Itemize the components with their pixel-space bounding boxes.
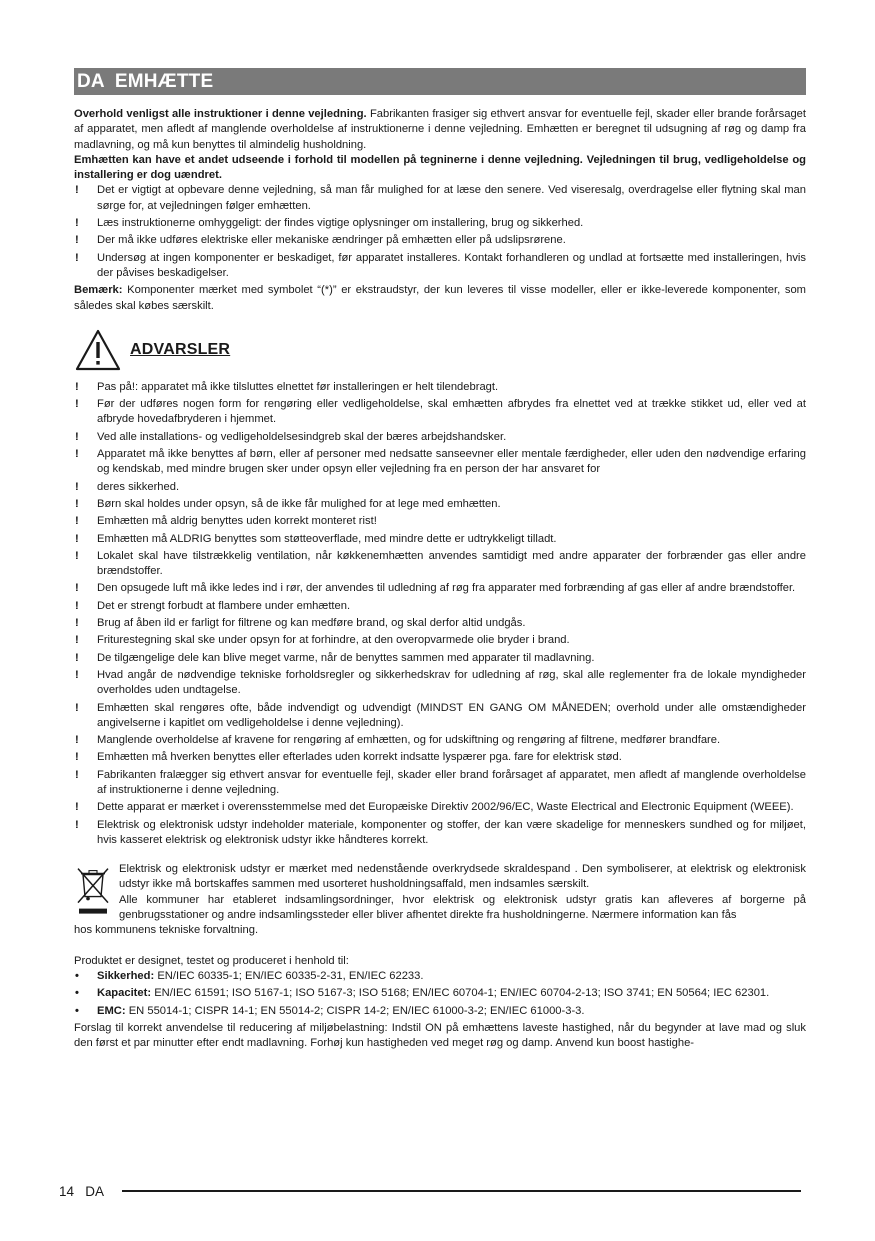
list-item: ! Lokalet skal have tilstrækkelig ventilation, når køkkenemhætten anvendes samtidigt med andre apparater der forbrænder gas eller andre brændstoffer.	[74, 549, 806, 580]
weee-block	[74, 862, 806, 923]
weee-paragraph-1: Elektrisk og elektronisk udstyr er mærket med nedenstående overkrydsede skraldespand . Den symboliserer, at elektrisk og elektronisk udstyr ikke må bortskaffes sammen med usorteret husholdningsaffald, men indsamles særskilt.	[119, 863, 806, 891]
intro-text: Fabrikanten frasiger sig ethvert ansvar for eventuelle fejl, skader eller brande forårsaget af apparatet, men afledt af manglende overholdelse af instruktionerne i denne vejledning. Emhætten er beregnet til udsugning af røg og damp fra madlavning, og må kun benyttes til almindelig husholdning.	[74, 108, 806, 151]
list-item: ! Der må ikke udføres elektriske eller mekaniske ændringer på emhætten eller på udslipsrørene.	[74, 233, 806, 248]
list-item: ! Apparatet må ikke benyttes af børn, eller af personer med nedsatte sanseevner eller mentale færdigheder, eller uden den nødvendige erfaring og kendskab, med mindre brugen sker under opsyn eller vejledning fra en person der har ansvaret for	[74, 447, 806, 478]
intro-bold: Overhold venligst alle instruktioner i denne vejledning.	[74, 108, 367, 120]
list-item: ! Emhætten må hverken benyttes eller efterlades uden korrekt indsatte lyspærer pga. fare for elektrisk stød.	[74, 750, 806, 765]
intro-list	[74, 183, 806, 281]
list-item	[74, 986, 806, 1001]
list-item: ! Dette apparat er mærket i overensstemmelse med det Europæiske Direktiv 2002/96/EC, Waste Electrical and Electronic Equipment (WEEE).	[74, 800, 806, 815]
list-item: ! Det er strengt forbudt at flambere under emhætten.	[74, 599, 806, 614]
crossed-bin-icon	[74, 862, 112, 923]
compliance-text: EN/IEC 60335-1; EN/IEC 60335-2-31, EN/IEC 62233.	[154, 969, 424, 982]
list-item: ! Undersøg at ingen komponenter er beskadiget, før apparatet installeres. Kontakt forhandleren og undlad at fortsætte med installeringen, hvis der påvises beskadigelser.	[74, 251, 806, 282]
weee-paragraph-3: hos kommunens tekniske forvaltning.	[74, 924, 259, 937]
list-item	[74, 969, 806, 984]
compliance-text: EN/IEC 61591; ISO 5167-1; ISO 5167-3; ISO 5168; EN/IEC 60704-1; EN/IEC 60704-2-13; ISO 3741; EN 50564; IEC 62301.	[151, 987, 770, 1000]
intro-appearance-note	[74, 153, 806, 184]
page-number	[59, 1184, 104, 1199]
page-lang: DA	[85, 1183, 105, 1199]
note-paragraph	[74, 283, 806, 314]
list-item: ! Det er vigtigt at opbevare denne vejledning, så man får mulighed for at læse den senere. Ved viseresalg, overdragelse eller flytning skal man sørge for, at vejledningen følger emhætten.	[74, 183, 806, 214]
compliance-label: Kapacitet:	[97, 987, 152, 1000]
compliance-intro: Produktet er designet, testet og produceret i henhold til:	[74, 954, 349, 967]
list-item: ! Ved alle installations- og vedligeholdelsesindgreb skal der bæres arbejdshandsker.	[74, 430, 806, 445]
list-item: ! deres sikkerhed.	[74, 480, 806, 495]
list-item: ! Emhætten må aldrig benyttes uden korrekt monteret rist!	[74, 514, 806, 529]
section-header	[74, 68, 806, 95]
header-title: EMHÆTTE	[114, 71, 214, 92]
intro-paragraph	[74, 107, 806, 153]
list-item: ! Emhætten skal rengøres ofte, både indvendigt og udvendigt (MINDST EN GANG OM MÅNEDEN; overhold under alle omstændigheder angivelserne i kapitlet om vedligeholdelse i denne vejledning).	[74, 701, 806, 732]
list-item: ! Pas på!: apparatet må ikke tilsluttes elnettet før installeringen er helt tilendebragt.	[74, 380, 806, 395]
list-item: ! Emhætten må ALDRIG benyttes som støtteoverflade, med mindre dette er udtrykkeligt tilladt.	[74, 532, 806, 547]
list-item: ! Den opsugede luft må ikke ledes ind i rør, der anvendes til udledning af røg fra apparater med forbrænding af gas eller af andre brændstoffer.	[74, 581, 806, 596]
weee-text	[119, 862, 806, 923]
compliance-closing: Forslag til korrekt anvendelse til reducering af miljøbelastning: Indstil ON på emhættens laveste hastighed, når du begynder at lave mad og sluk den først et par minutter efter endt madlavning. Forhøj kun hastigheden ved meget røg og damp. Anvend kun boost hastighe-	[74, 1021, 806, 1050]
list-item: ! Manglende overholdelse af kravene for rengøring af emhætten, og for udskiftning og rengøring af filtrene, medfører brandfare.	[74, 733, 806, 748]
list-item	[74, 1004, 806, 1019]
page-number-value: 14	[59, 1183, 75, 1199]
list-item: ! Elektrisk og elektronisk udstyr indeholder materiale, komponenter og stoffer, der kan være skadelige for menneskers sundhed og for miljøet, hvis kasseret elektrisk og elektronisk udstyr ikke håndteres korrekt.	[74, 818, 806, 849]
footer-rule	[122, 1190, 801, 1192]
list-item: ! Friturestegning skal ske under opsyn for at forhindre, at den overopvarmede olie bryder i brand.	[74, 633, 806, 648]
list-item: ! De tilgængelige dele kan blive meget varme, når de benyttes sammen med apparater til madlavning.	[74, 651, 806, 666]
page-footer	[59, 1181, 801, 1201]
list-item: ! Fabrikanten fralægger sig ethvert ansvar for eventuelle fejl, skader eller brand forårsaget af apparatet, men afledt af manglende overholdelse af instruktionerne i denne vejledning.	[74, 768, 806, 799]
list-item: ! Hvad angår de nødvendige tekniske forholdsregler og sikkerhedskrav for udledning af røg, skal alle reglementer fra de lokale myndigheder overholdes uden undtagelse.	[74, 668, 806, 699]
note-label: Bemærk:	[74, 284, 123, 297]
compliance-label: Sikkerhed:	[97, 969, 155, 982]
warnings-title: ADVARSLER	[130, 340, 231, 358]
weee-paragraph-2: Alle kommuner har etableret indsamlingsordninger, hvor elektrisk og elektronisk udstyr gratis kan afleveres af borgerne på genbrugsstationer og andre indsamlingssteder eller bliver afhentet direkte fra husholdningerne. Nærmere information kan fås	[119, 893, 806, 922]
list-item: ! Før der udføres nogen form for rengøring eller vedligeholdelse, skal emhætten afbrydes fra elnettet ved at trække stikket ud, eller ved at afbryde hovedafbryderen i hjemmet.	[74, 397, 806, 428]
header-lang: DA	[77, 71, 105, 92]
list-item: ! Læs instruktionerne omhyggeligt: der findes vigtige oplysninger om installering, brug og sikkerhed.	[74, 216, 806, 231]
compliance-text: EN 55014-1; CISPR 14-1; EN 55014-2; CISPR 14-2; EN/IEC 61000-3-2; EN/IEC 61000-3-3.	[125, 1004, 585, 1017]
warnings-list	[74, 380, 806, 848]
compliance-list	[74, 969, 806, 1019]
list-item: ! Brug af åben ild er farligt for filtrene og kan medføre brand, og skal derfor altid undgås.	[74, 616, 806, 631]
compliance-label: EMC:	[97, 1004, 126, 1017]
appearance-bold: Emhætten kan have et andet udseende i forhold til modellen på tegninerne i denne vejledning. Vejledningen til brug, vedligeholdelse og installering er dog uændret.	[74, 153, 806, 182]
note-text: Komponenter mærket med symbolet “(*)” er ekstraudstyr, der kun leveres til visse modeller, eller er ikke-leverede komponenter, som således skal købes særskilt.	[74, 284, 806, 312]
page-content	[74, 68, 806, 1051]
warnings-heading	[74, 328, 806, 372]
warning-triangle-icon	[74, 328, 122, 372]
list-item: ! Børn skal holdes under opsyn, så de ikke får mulighed for at lege med emhætten.	[74, 497, 806, 512]
